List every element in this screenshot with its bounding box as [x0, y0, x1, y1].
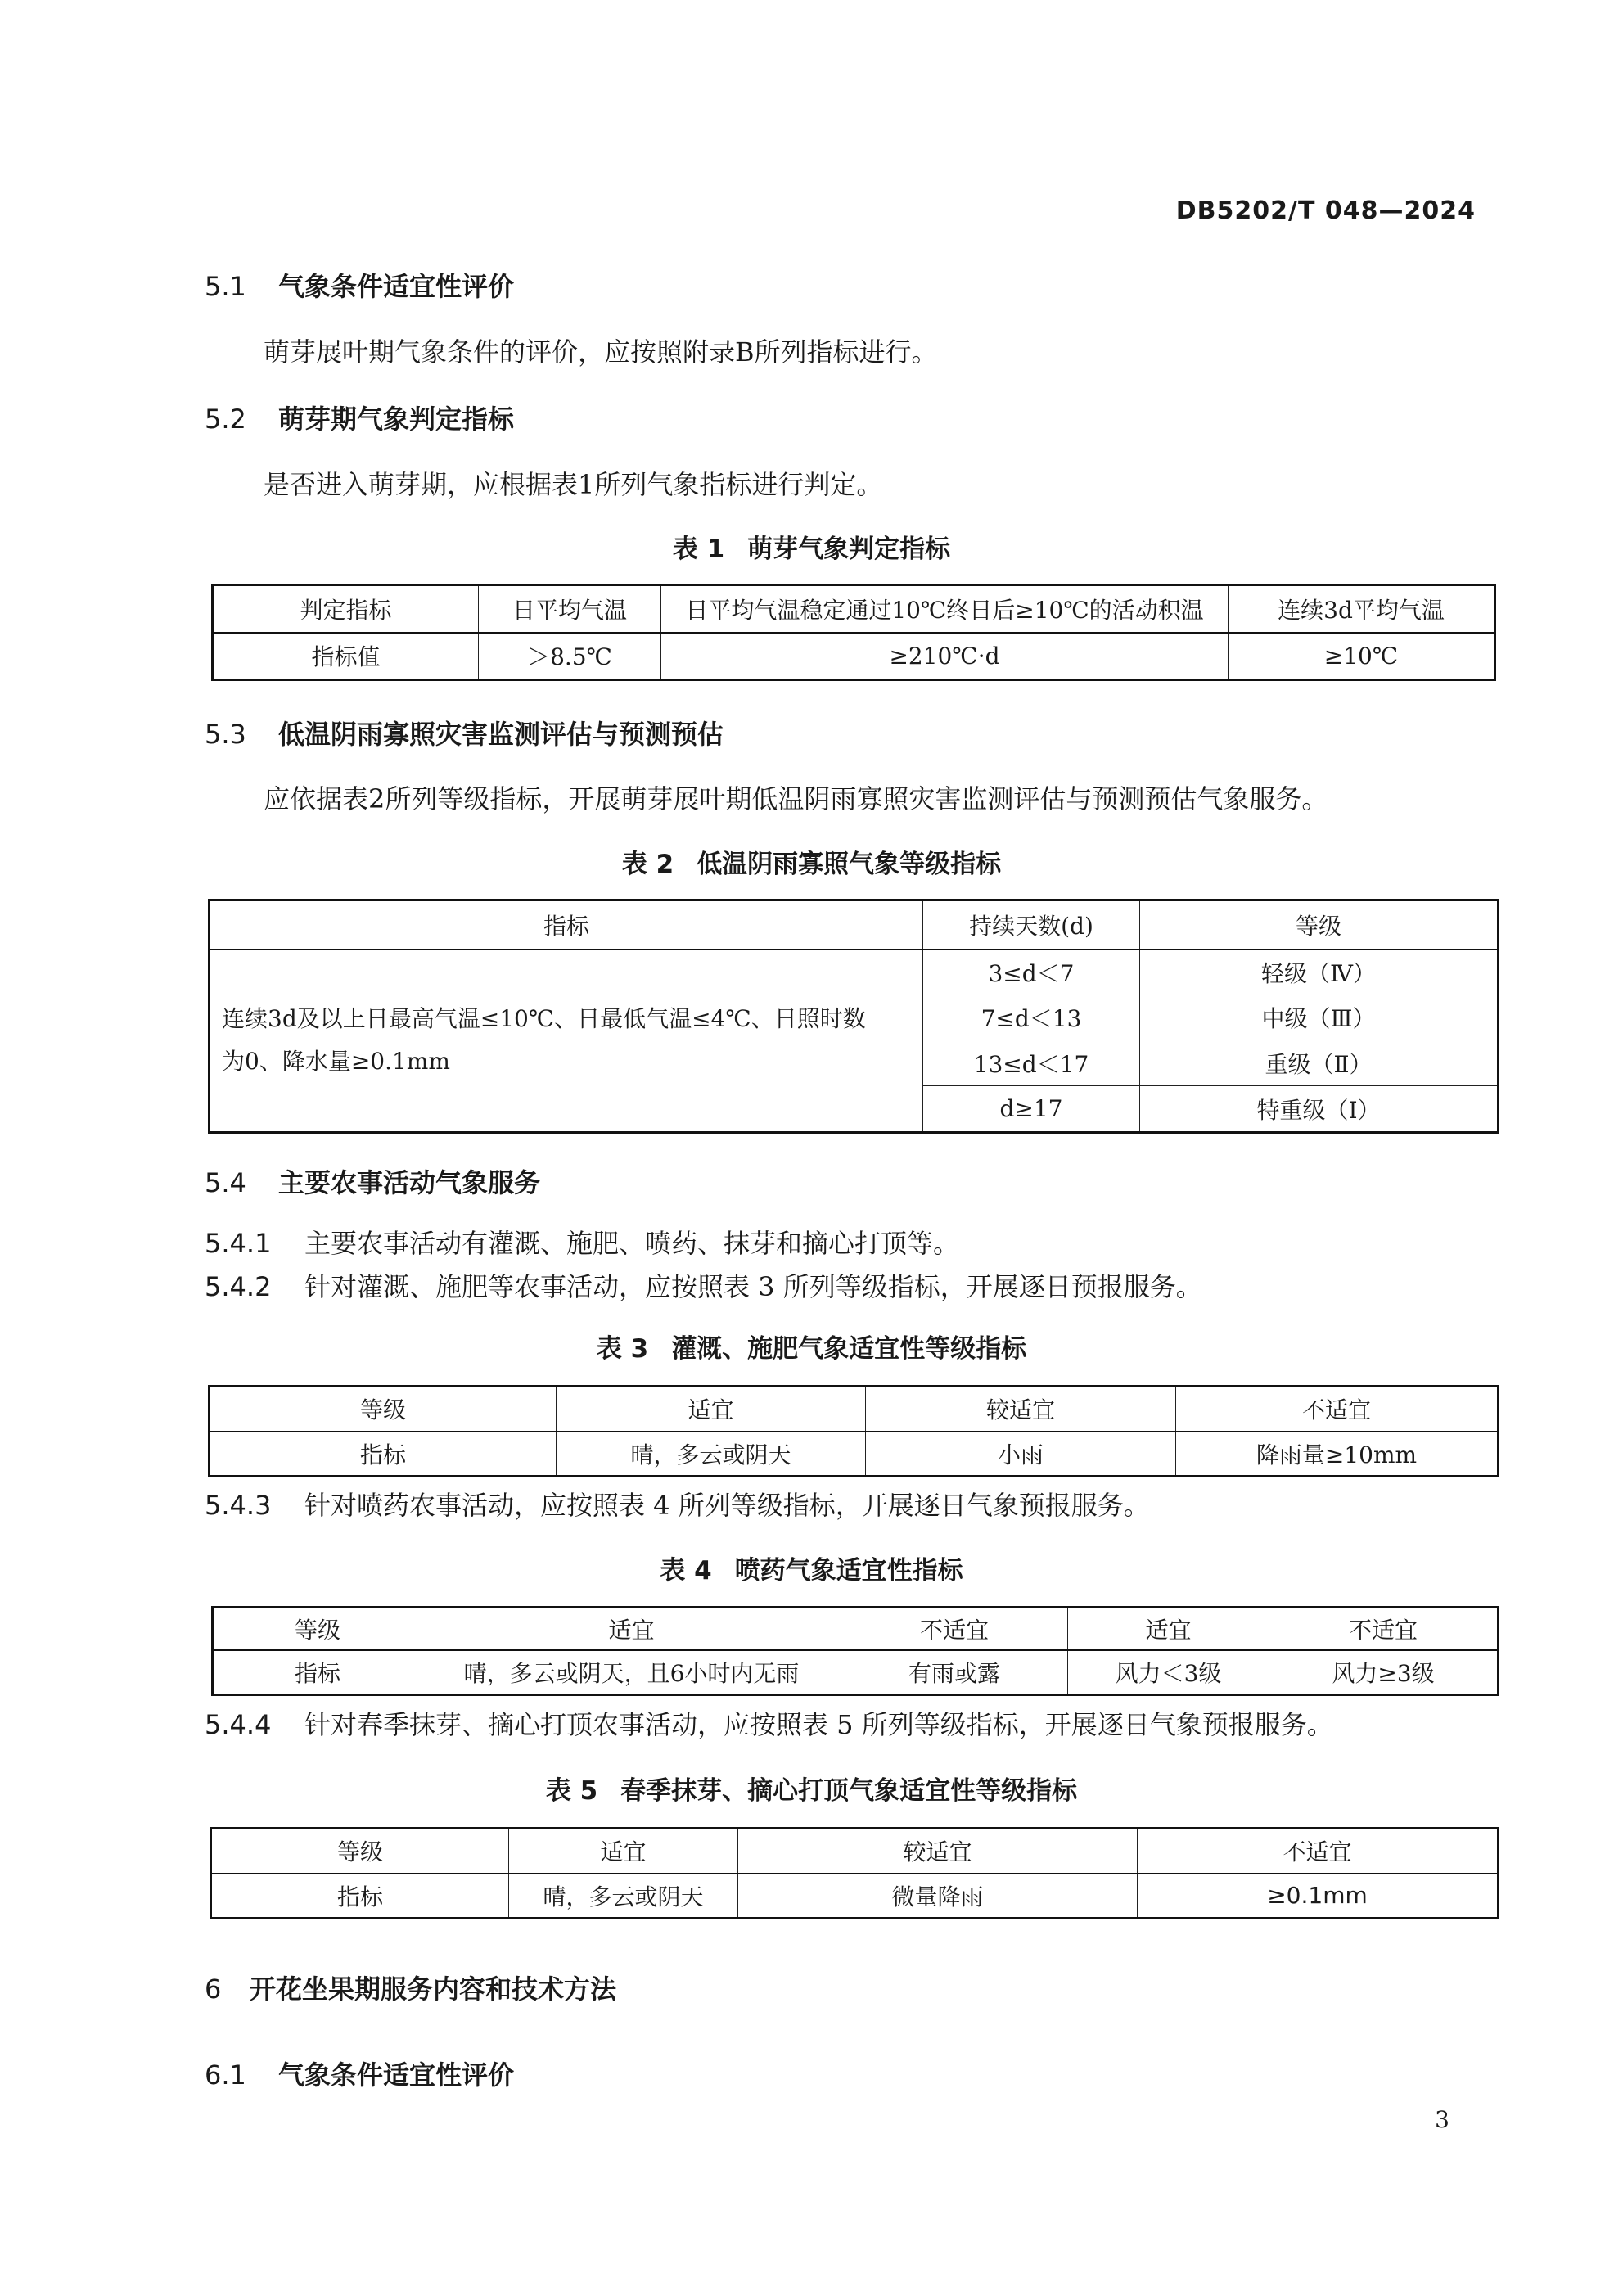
table-header-cell: 等级 [210, 1387, 557, 1432]
table-cell: 风力＜3级 [1068, 1650, 1269, 1695]
table-cell: 晴，多云或阴天 [557, 1432, 866, 1477]
level-cell: 特重级（Ⅰ） [1140, 1086, 1499, 1133]
section-5-3-heading [205, 714, 724, 751]
table-label: 表 3 [596, 1334, 649, 1364]
level-cell: 轻级（Ⅳ） [1140, 950, 1499, 995]
table-title: 喷药气象适宜性指标 [734, 1556, 963, 1586]
days-cell: d≥17 [923, 1086, 1140, 1133]
days-cell: 7≤d＜13 [923, 995, 1140, 1040]
table-header-cell: 不适宜 [1176, 1387, 1499, 1432]
table-header-cell: 较适宜 [866, 1387, 1176, 1432]
table-cell: 晴，多云或阴天 [509, 1874, 738, 1919]
table-cell: 降雨量≥10mm [1176, 1432, 1499, 1477]
clause-5-4-1 [205, 1223, 959, 1261]
section-title: 气象条件适宜性评价 [278, 2059, 515, 2091]
table-header-cell: 适宜 [557, 1387, 866, 1432]
table-row [211, 1874, 1499, 1919]
days-cell: 13≤d＜17 [923, 1040, 1140, 1086]
table-header-cell: 不适宜 [1269, 1608, 1499, 1650]
table-header-cell: 较适宜 [738, 1829, 1138, 1874]
clause-text: 针对春季抹芽、摘心打顶农事活动，应按照表 5 所列等级指标，开展逐日气象预报服务。 [304, 1709, 1333, 1740]
section-number: 6 [205, 1973, 222, 2005]
table-header-cell: 日平均气温 [479, 585, 661, 633]
clause-5-4-3 [205, 1485, 1150, 1522]
table-header-cell: 连续3d平均气温 [1229, 585, 1495, 633]
table-cell: ≥210℃·d [661, 633, 1229, 680]
table-5 [210, 1827, 1499, 1919]
table-header-cell: 适宜 [509, 1829, 738, 1874]
table-cell: 指标 [213, 1650, 422, 1695]
table-cell: ＞8.5℃ [479, 633, 661, 680]
section-number: 5.2 [205, 404, 246, 435]
clause-5-4-4 [205, 1704, 1333, 1742]
table-4 [211, 1606, 1499, 1696]
clause-number: 5.4.4 [205, 1709, 272, 1740]
table-1-caption [0, 528, 1623, 565]
table-header-row [213, 585, 1495, 633]
table-header-row [210, 1387, 1499, 1432]
table-2-caption [0, 843, 1623, 880]
document-number: DB5202/T 048—2024 [1175, 196, 1476, 225]
clause-text: 针对灌溉、施肥等农事活动，应按照表 3 所列等级指标，开展逐日预报服务。 [304, 1271, 1202, 1302]
table-label: 表 1 [672, 535, 725, 564]
table-header-cell: 不适宜 [841, 1608, 1068, 1650]
table-header-cell: 等级 [211, 1829, 509, 1874]
clause-text: 针对喷药农事活动，应按照表 4 所列等级指标，开展逐日气象预报服务。 [304, 1490, 1150, 1521]
section-5-4-heading [205, 1162, 540, 1200]
section-5-2-paragraph: 是否进入萌芽期，应根据表1所列气象指标进行判定。 [264, 469, 883, 500]
clause-text: 主要农事活动有灌溉、施肥、喷药、抹芽和摘心打顶等。 [304, 1228, 960, 1259]
section-title: 低温阴雨寡照灾害监测评估与预测预估 [278, 719, 724, 750]
indicator-line: 连续3d及以上日最高气温≤10℃、日最低气温≤4℃、日照时数 [222, 1005, 866, 1033]
table-header-cell: 适宜 [422, 1608, 841, 1650]
level-cell: 中级（Ⅲ） [1140, 995, 1499, 1040]
table-title: 灌溉、施肥气象适宜性等级指标 [671, 1334, 1027, 1364]
table-cell: 小雨 [866, 1432, 1176, 1477]
table-cell: 风力≥3级 [1269, 1650, 1499, 1695]
table-5-caption [0, 1770, 1623, 1807]
table-cell: 有雨或露 [841, 1650, 1068, 1695]
section-title: 气象条件适宜性评价 [278, 271, 515, 302]
table-header-cell: 等级 [213, 1608, 422, 1650]
section-number: 5.4 [205, 1167, 246, 1198]
table-header-cell: 不适宜 [1138, 1829, 1499, 1874]
table-4-caption [0, 1549, 1623, 1586]
section-title: 萌芽期气象判定指标 [278, 404, 515, 435]
clause-number: 5.4.2 [205, 1271, 272, 1302]
table-row [210, 1432, 1499, 1477]
table-2 [208, 899, 1499, 1134]
clause-5-4-2 [205, 1266, 1202, 1304]
section-number: 6.1 [205, 2059, 246, 2091]
table-cell: 指标 [211, 1874, 509, 1919]
table-label: 表 5 [545, 1776, 598, 1806]
section-title: 主要农事活动气象服务 [278, 1167, 541, 1198]
table-cell: 微量降雨 [738, 1874, 1138, 1919]
table-header-cell: 日平均气温稳定通过10℃终日后≥10℃的活动积温 [661, 585, 1229, 633]
table-label: 表 4 [660, 1556, 712, 1586]
table-header-row [210, 900, 1499, 950]
table-cell: 指标 [210, 1432, 557, 1477]
table-3-caption [0, 1328, 1623, 1365]
table-header-cell: 持续天数(d) [923, 900, 1140, 950]
section-number: 5.1 [205, 271, 246, 302]
section-number: 5.3 [205, 719, 246, 750]
days-cell: 3≤d＜7 [923, 950, 1140, 995]
table-title: 春季抹芽、摘心打顶气象适宜性等级指标 [620, 1776, 1078, 1806]
table-cell: ≥10℃ [1229, 633, 1495, 680]
table-header-cell: 适宜 [1068, 1608, 1269, 1650]
table-row [210, 950, 1499, 995]
table-header-cell: 指标 [210, 900, 923, 950]
table-title: 萌芽气象判定指标 [747, 535, 951, 564]
table-label: 表 2 [621, 850, 674, 879]
clause-number: 5.4.3 [205, 1490, 272, 1521]
table-header-row [211, 1829, 1499, 1874]
indicator-cell [210, 950, 923, 1133]
section-5-3-paragraph: 应依据表2所列等级指标，开展萌芽展叶期低温阴雨寡照灾害监测评估与预测预估气象服务。 [264, 783, 1328, 814]
section-6-1-heading [205, 2055, 514, 2092]
section-5-1-heading [205, 266, 514, 304]
table-cell: ≥0.1mm [1138, 1874, 1499, 1919]
clause-number: 5.4.1 [205, 1228, 272, 1259]
page-number: 3 [1435, 2106, 1449, 2133]
table-3 [208, 1385, 1499, 1477]
table-cell: 指标值 [213, 633, 479, 680]
indicator-line: 为0、降水量≥0.1mm [222, 1048, 450, 1076]
section-6-heading [205, 1969, 616, 2006]
table-header-cell: 等级 [1140, 900, 1499, 950]
table-row [213, 633, 1495, 680]
section-5-1-paragraph: 萌芽展叶期气象条件的评价，应按照附录B所列指标进行。 [264, 336, 938, 368]
table-title: 低温阴雨寡照气象等级指标 [697, 850, 1002, 879]
section-title: 开花坐果期服务内容和技术方法 [250, 1973, 617, 2005]
table-1 [211, 584, 1496, 681]
table-header-cell: 判定指标 [213, 585, 479, 633]
table-cell: 晴，多云或阴天，且6小时内无雨 [422, 1650, 841, 1695]
table-header-row [213, 1608, 1499, 1650]
table-row [213, 1650, 1499, 1695]
level-cell: 重级（Ⅱ） [1140, 1040, 1499, 1086]
section-5-2-heading [205, 399, 514, 436]
